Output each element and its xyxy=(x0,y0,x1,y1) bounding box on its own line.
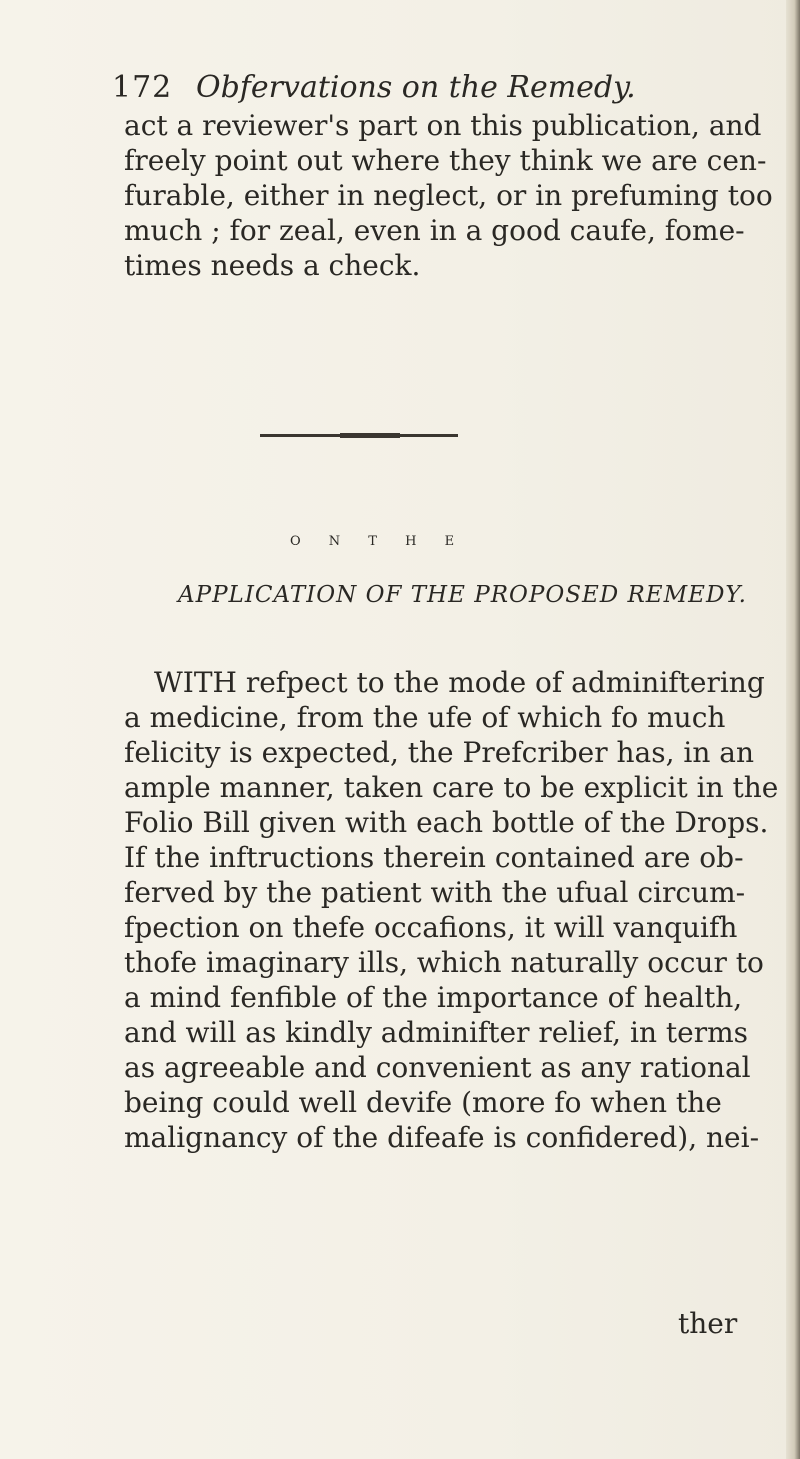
text-line: act a reviewer's part on this publication, and xyxy=(124,109,762,142)
text-line: much ; for zeal, even in a good caufe, fome- xyxy=(124,214,745,247)
text-line: and will as kindly adminifter relief, in terms xyxy=(124,1016,748,1049)
text-line: malignancy of the difeafe is confidered), nei- xyxy=(124,1121,760,1154)
page-edge-shadow xyxy=(786,0,800,1459)
catchword: ther xyxy=(678,1307,738,1340)
page-number: 172 xyxy=(112,70,173,105)
running-head: Obfervations on the Remedy. xyxy=(196,70,636,105)
text-line: WITH refpect to the mode of adminiftering xyxy=(154,666,765,699)
text-line: thofe imaginary ills, which naturally occur to xyxy=(124,946,764,979)
text-line: fpection on thefe occafions, it will vanquifh xyxy=(124,911,738,944)
text-line: a medicine, from the ufe of which fo much xyxy=(124,701,726,734)
text-line: times needs a check. xyxy=(124,249,421,282)
section-label: O N T H E xyxy=(290,534,467,549)
paragraph-1 xyxy=(124,108,773,283)
text-line: furable, either in neglect, or in prefuming too xyxy=(124,179,773,212)
text-line: a mind fenfible of the importance of health, xyxy=(124,981,743,1014)
text-line: Folio Bill given with each bottle of the Drops. xyxy=(124,806,769,839)
section-title: APPLICATION OF THE PROPOSED REMEDY. xyxy=(178,582,747,608)
text-line: If the inftructions therein contained are ob- xyxy=(124,841,744,874)
text-line: felicity is expected, the Prefcriber has, in an xyxy=(124,736,754,769)
text-line: as agreeable and convenient as any rational xyxy=(124,1051,751,1084)
text-line: ferved by the patient with the ufual circum- xyxy=(124,876,746,909)
text-line: freely point out where they think we are cen- xyxy=(124,144,767,177)
paragraph-2 xyxy=(124,665,779,1155)
text-line: being could well devife (more fo when the xyxy=(124,1086,722,1119)
section-divider xyxy=(260,434,458,437)
text-line: ample manner, taken care to be explicit in the xyxy=(124,771,779,804)
